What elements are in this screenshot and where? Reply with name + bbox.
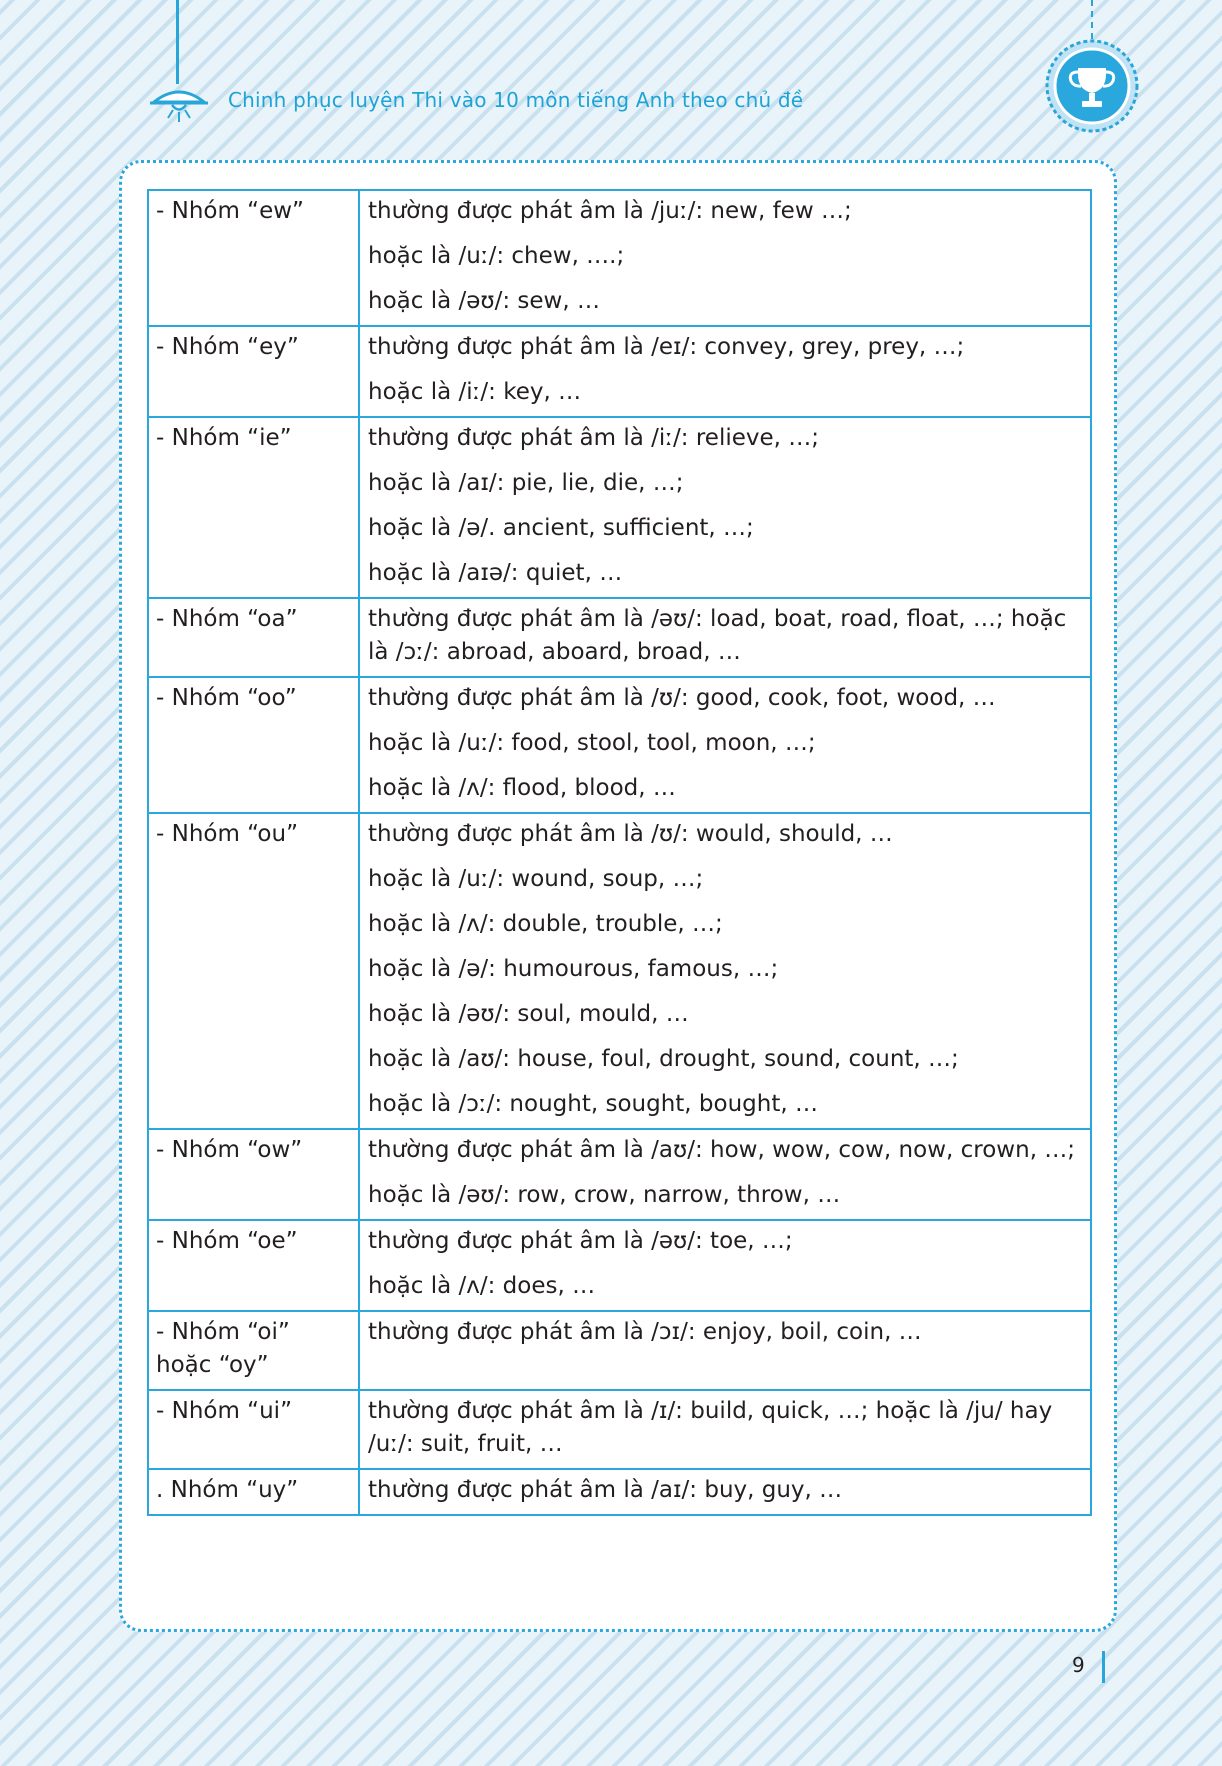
vowel-group-label: - Nhóm “ou” bbox=[148, 813, 359, 1129]
pronunciation-line: thường được phát âm là /ɔɪ/: enjoy, boil, coin, … bbox=[368, 1319, 922, 1345]
pronunciation-rules bbox=[359, 417, 1091, 598]
pronunciation-line: thường được phát âm là /aʊ/: how, wow, cow, now, crown, …; bbox=[368, 1137, 1076, 1163]
table-row bbox=[148, 1220, 1091, 1311]
vowel-group-label: . Nhóm “uy” bbox=[148, 1469, 359, 1515]
pronunciation-line: hoặc là /əʊ/: sew, … bbox=[368, 288, 600, 314]
trophy-icon bbox=[1044, 38, 1140, 134]
pronunciation-line: thường được phát âm là /ʊ/: good, cook, foot, wood, … bbox=[368, 685, 996, 711]
pronunciation-rules bbox=[359, 1311, 1091, 1390]
pronunciation-line: hoặc là /ɔː/: nought, sought, bought, … bbox=[368, 1091, 818, 1117]
table-row bbox=[148, 813, 1091, 1129]
lamp-cord bbox=[176, 0, 179, 84]
page-number-bar bbox=[1102, 1651, 1105, 1683]
pronunciation-line: hoặc là /ʌ/: does, … bbox=[368, 1273, 596, 1299]
pronunciation-line: hoặc là /iː/: key, … bbox=[368, 379, 582, 405]
pronunciation-line: thường được phát âm là /əʊ/: toe, …; bbox=[368, 1228, 793, 1254]
pronunciation-line: thường được phát âm là /aɪ/: buy, guy, … bbox=[368, 1477, 843, 1503]
vowel-group-label: - Nhóm “ew” bbox=[148, 190, 359, 326]
pronunciation-line: hoặc là /ə/. ancient, sufficient, …; bbox=[368, 515, 754, 541]
pronunciation-line: hoặc là /aʊ/: house, foul, drought, sound, count, …; bbox=[368, 1046, 959, 1072]
vowel-group-label: - Nhóm “ow” bbox=[148, 1129, 359, 1220]
table-row bbox=[148, 1129, 1091, 1220]
table-row bbox=[148, 1469, 1091, 1515]
pronunciation-line: thường được phát âm là /ʊ/: would, should, … bbox=[368, 821, 893, 847]
table-row bbox=[148, 1311, 1091, 1390]
header-title: Chinh phục luyện Thi vào 10 môn tiếng Anh theo chủ đề bbox=[228, 88, 804, 112]
vowel-group-label: - Nhóm “oo” bbox=[148, 677, 359, 813]
pronunciation-line: thường được phát âm là /juː/: new, few …; bbox=[368, 198, 852, 224]
page-number: 9 bbox=[1072, 1653, 1085, 1677]
pronunciation-rules bbox=[359, 1220, 1091, 1311]
vowel-group-label: - Nhóm “ie” bbox=[148, 417, 359, 598]
lamp-icon bbox=[144, 78, 214, 126]
table-row bbox=[148, 417, 1091, 598]
pronunciation-line: hoặc là /uː/: food, stool, tool, moon, …; bbox=[368, 730, 816, 756]
pronunciation-rules bbox=[359, 1390, 1091, 1469]
pronunciation-rules bbox=[359, 326, 1091, 417]
pronunciation-line: hoặc là /ə/: humourous, famous, …; bbox=[368, 956, 779, 982]
vowel-group-label: - Nhóm “ui” bbox=[148, 1390, 359, 1469]
pronunciation-line: hoặc là /uː/: wound, soup, …; bbox=[368, 866, 704, 892]
pronunciation-rules bbox=[359, 598, 1091, 677]
table-row bbox=[148, 1390, 1091, 1469]
pronunciation-line: hoặc là /ʌ/: flood, blood, … bbox=[368, 775, 676, 801]
pronunciation-line: hoặc là /ʌ/: double, trouble, …; bbox=[368, 911, 723, 937]
vowel-group-label: - Nhóm “oe” bbox=[148, 1220, 359, 1311]
pronunciation-line: hoặc là /aɪə/: quiet, … bbox=[368, 560, 623, 586]
vowel-group-label: - Nhóm “ey” bbox=[148, 326, 359, 417]
pronunciation-rules bbox=[359, 677, 1091, 813]
pronunciation-rules bbox=[359, 1469, 1091, 1515]
table-row bbox=[148, 598, 1091, 677]
vowel-group-label: - Nhóm “oa” bbox=[148, 598, 359, 677]
pronunciation-line: thường được phát âm là /iː/: relieve, …; bbox=[368, 425, 820, 451]
pronunciation-rules bbox=[359, 190, 1091, 326]
pronunciation-line: hoặc là /əʊ/: soul, mould, … bbox=[368, 1001, 689, 1027]
table-row bbox=[148, 326, 1091, 417]
pronunciation-line: thường được phát âm là /əʊ/: load, boat, road, float, …; hoặc là /ɔː/: abroad, aboard, broad, … bbox=[368, 606, 1067, 665]
pronunciation-line: thường được phát âm là /eɪ/: convey, grey, prey, …; bbox=[368, 334, 965, 360]
vowel-group-label: - Nhóm “oi” hoặc “oy” bbox=[148, 1311, 359, 1390]
pronunciation-line: hoặc là /uː/: chew, ….; bbox=[368, 243, 625, 269]
pronunciation-line: hoặc là /əʊ/: row, crow, narrow, throw, … bbox=[368, 1182, 841, 1208]
pronunciation-rules bbox=[359, 813, 1091, 1129]
pronunciation-rules bbox=[359, 1129, 1091, 1220]
pronunciation-line: thường được phát âm là /ɪ/: build, quick, …; hoặc là /ju/ hay /uː/: suit, fruit, … bbox=[368, 1398, 1053, 1457]
table-row bbox=[148, 677, 1091, 813]
pronunciation-line: hoặc là /aɪ/: pie, lie, die, …; bbox=[368, 470, 684, 496]
table-row bbox=[148, 190, 1091, 326]
vowel-group-table bbox=[147, 189, 1092, 1516]
